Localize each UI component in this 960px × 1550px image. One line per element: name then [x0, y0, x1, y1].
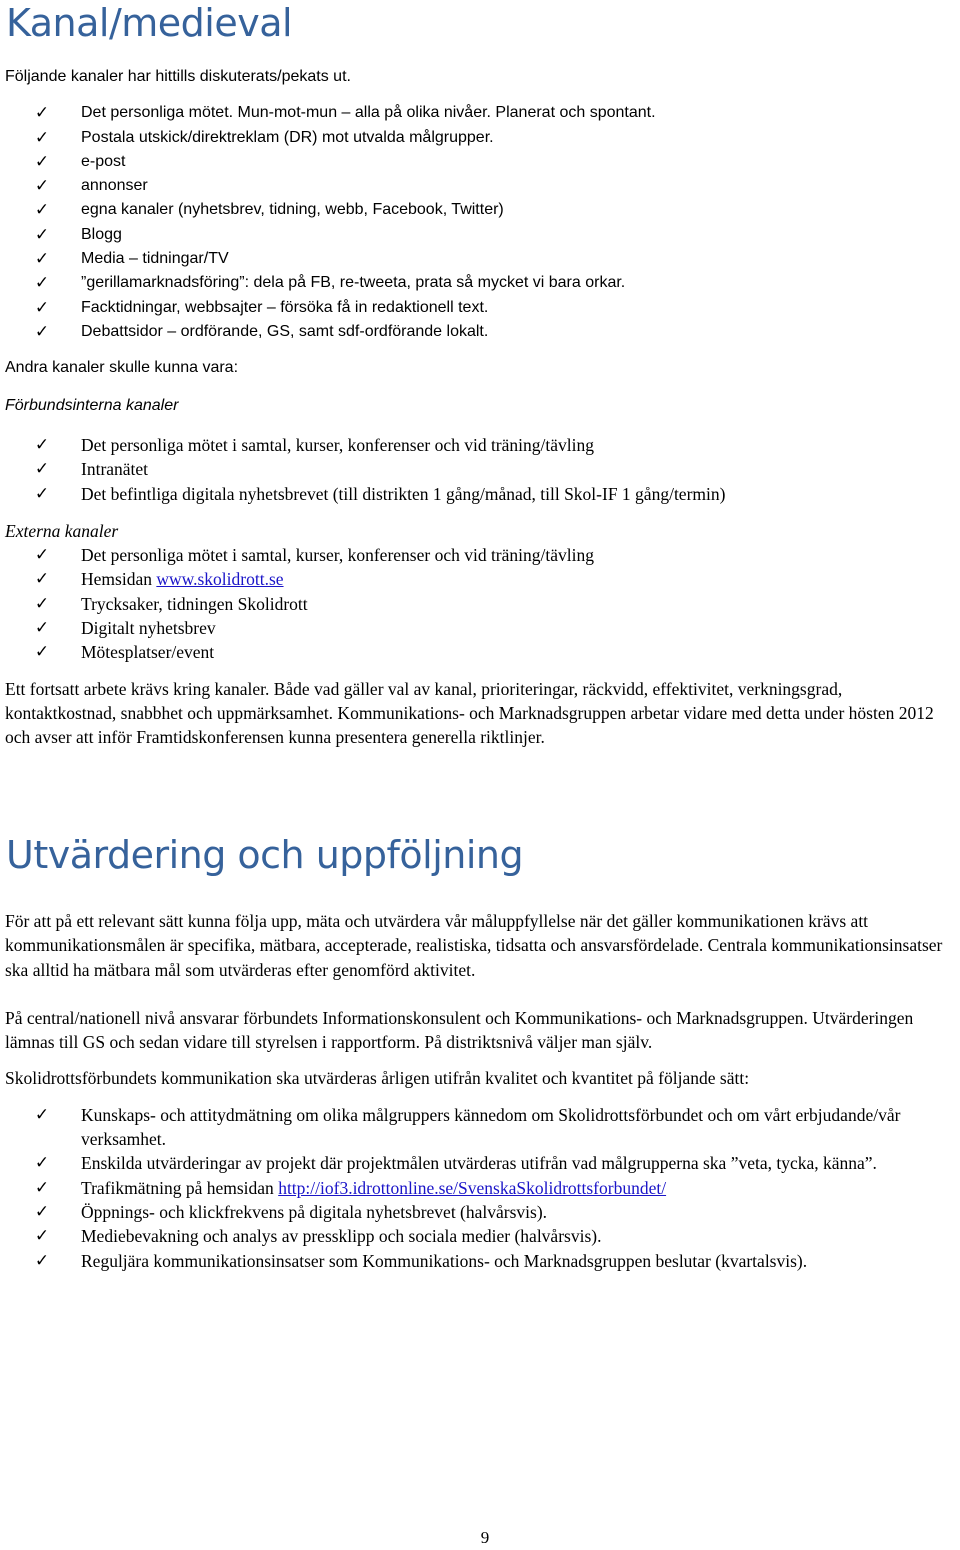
external-channel-list	[5, 543, 955, 664]
checkmark-icon: ✓	[34, 224, 50, 245]
evaluation-paragraph-1: För att på ett relevant sätt kunna följa upp, mäta och utvärdera vår måluppfyllelse när det gäller kommunikationen krävs att kommunikationsmålen är specifika, mätbara, accepterade, realistiska, tidsatta och ansvarsfördelade. Centrala kommunikationsinsatser ska alltid ha mätbara mål som utvärderas efter genomförd aktivitet.	[5, 911, 943, 980]
checkmark-icon: ✓	[34, 1250, 50, 1271]
checkmark-icon: ✓	[34, 545, 50, 566]
list-item: ✓ egna kanaler (nyhetsbrev, tidning, webb, Facebook, Twitter)	[5, 198, 955, 222]
list-item: ✓ Media – tidningar/TV	[5, 247, 955, 271]
channels-section	[5, 65, 955, 418]
list-item: ✓ Enskilda utvärderingar av projekt där projektmålen utvärderas utifrån vad målgrupperna ska ”veta, tycka, känna”.	[5, 1151, 955, 1175]
checkmark-icon: ✓	[34, 176, 50, 197]
list-item: ✓ Det personliga mötet. Mun-mot-mun – alla på olika nivåer. Planerat och spontant.	[5, 101, 955, 125]
checkmark-icon: ✓	[34, 321, 50, 342]
channel-list	[5, 101, 955, 344]
checkmark-icon: ✓	[34, 435, 50, 455]
list-item: ✓ Öppnings- och klickfrekvens på digitala nyhetsbrevet (halvårsvis).	[5, 1200, 955, 1224]
checkmark-icon: ✓	[34, 618, 50, 639]
list-item: ✓ Det personliga mötet i samtal, kurser, konferenser och vid träning/tävling	[5, 543, 955, 567]
checkmark-icon: ✓	[34, 1104, 50, 1125]
continued-work-paragraph: Ett fortsatt arbete krävs kring kanaler. Både vad gäller val av kanal, prioriteringar, räckvidd, effektivitet, verkningsgrad, kontaktkostnad, snabbhet och uppmärksamhet. Kommunikations- och Marknadsgruppen arbetar vidare med detta under hösten 2012 och avser att inför Framtidskonferensen kunna presentera generella riktlinjer.	[5, 678, 934, 748]
intro-text: Följande kanaler har hittills diskuterats/pekats ut.	[5, 68, 351, 85]
internal-channels-heading: Förbundsinterna kanaler	[5, 396, 179, 414]
checkmark-icon: ✓	[34, 1201, 50, 1222]
checkmark-icon: ✓	[34, 642, 50, 663]
website-link[interactable]: www.skolidrott.se	[156, 569, 284, 590]
list-item: ✓ Postala utskick/direktreklam (DR) mot utvalda målgrupper.	[5, 126, 955, 150]
checkmark-icon: ✓	[34, 297, 50, 318]
checkmark-icon: ✓	[34, 273, 50, 294]
section-heading-evaluation: Utvärdering och uppföljning	[6, 833, 524, 877]
list-item: ✓ Det befintliga digitala nyhetsbrevet (till distrikten 1 gång/månad, till Skol-IF 1 gång/termin)	[5, 482, 955, 506]
list-item: ✓ Trycksaker, tidningen Skolidrott	[5, 592, 955, 616]
traffic-link[interactable]: http://iof3.idrottonline.se/SvenskaSkolidrottsforbundet/	[278, 1177, 667, 1198]
internal-external-section	[5, 433, 955, 750]
checkmark-icon: ✓	[34, 1153, 50, 1174]
list-item: ✓ ”gerillamarknadsföring”: dela på FB, re-tweeta, prata så mycket vi bara orkar.	[5, 271, 955, 295]
list-item: ✓ Trafikmätning på hemsidan http://iof3.idrottonline.se/SvenskaSkolidrottsforbundet/	[5, 1176, 955, 1200]
list-item: ✓ Blogg	[5, 223, 955, 247]
list-item: ✓ Mediebevakning och analys av pressklipp och sociala medier (halvårsvis).	[5, 1224, 955, 1248]
checkmark-icon: ✓	[34, 1226, 50, 1247]
internal-channel-list	[5, 433, 955, 506]
checkmark-icon: ✓	[34, 569, 50, 590]
checkmark-icon: ✓	[34, 151, 50, 172]
checkmark-icon: ✓	[34, 127, 50, 148]
checkmark-icon: ✓	[34, 200, 50, 221]
list-item: ✓ Kunskaps- och attitydmätning om olika målgruppers kännedom om Skolidrottsförbundet och om vårt erbjudande/vår verksamhet.	[5, 1103, 955, 1152]
checkmark-icon: ✓	[34, 483, 50, 504]
list-item: ✓ Mötesplatser/event	[5, 640, 955, 664]
evaluation-section	[5, 909, 955, 1273]
list-item: ✓ Intranätet	[5, 457, 955, 481]
list-item: ✓ Det personliga mötet i samtal, kurser, konferenser och vid träning/tävling	[5, 433, 955, 457]
list-item: ✓ e-post	[5, 150, 955, 174]
evaluation-paragraph-2: På central/nationell nivå ansvarar förbundets Informationskonsulent och Kommunikations- och Marknadsgruppen. Utvärderingen lämnas till GS och sedan vidare till styrelsen i rapportform. På distriktsnivå väljer man själv.	[5, 1007, 914, 1053]
list-item: ✓ Hemsidan www.skolidrott.se	[5, 567, 955, 591]
evaluation-paragraph-3: Skolidrottsförbundets kommunikation ska utvärderas årligen utifrån kvalitet och kvantitet på följande sätt:	[5, 1068, 750, 1089]
list-item: ✓ annonser	[5, 174, 955, 198]
checkmark-icon: ✓	[34, 249, 50, 270]
list-item: ✓ Facktidningar, webbsajter – försöka få in redaktionell text.	[5, 296, 955, 320]
checkmark-icon: ✓	[34, 103, 50, 124]
section-heading-channels: Kanal/medieval	[6, 1, 293, 45]
checkmark-icon: ✓	[34, 459, 50, 480]
evaluation-list	[5, 1103, 955, 1273]
list-item: ✓ Reguljära kommunikationsinsatser som Kommunikations- och Marknadsgruppen beslutar (kvartalsvis).	[5, 1249, 955, 1273]
checkmark-icon: ✓	[34, 1177, 50, 1198]
page-number: 9	[480, 1528, 490, 1547]
external-channels-heading: Externa kanaler	[5, 520, 119, 541]
list-item: ✓ Debattsidor – ordförande, GS, samt sdf-ordförande lokalt.	[5, 320, 955, 344]
other-channels-text: Andra kanaler skulle kunna vara:	[5, 359, 239, 377]
list-item: ✓ Digitalt nyhetsbrev	[5, 616, 955, 640]
checkmark-icon: ✓	[34, 593, 50, 614]
